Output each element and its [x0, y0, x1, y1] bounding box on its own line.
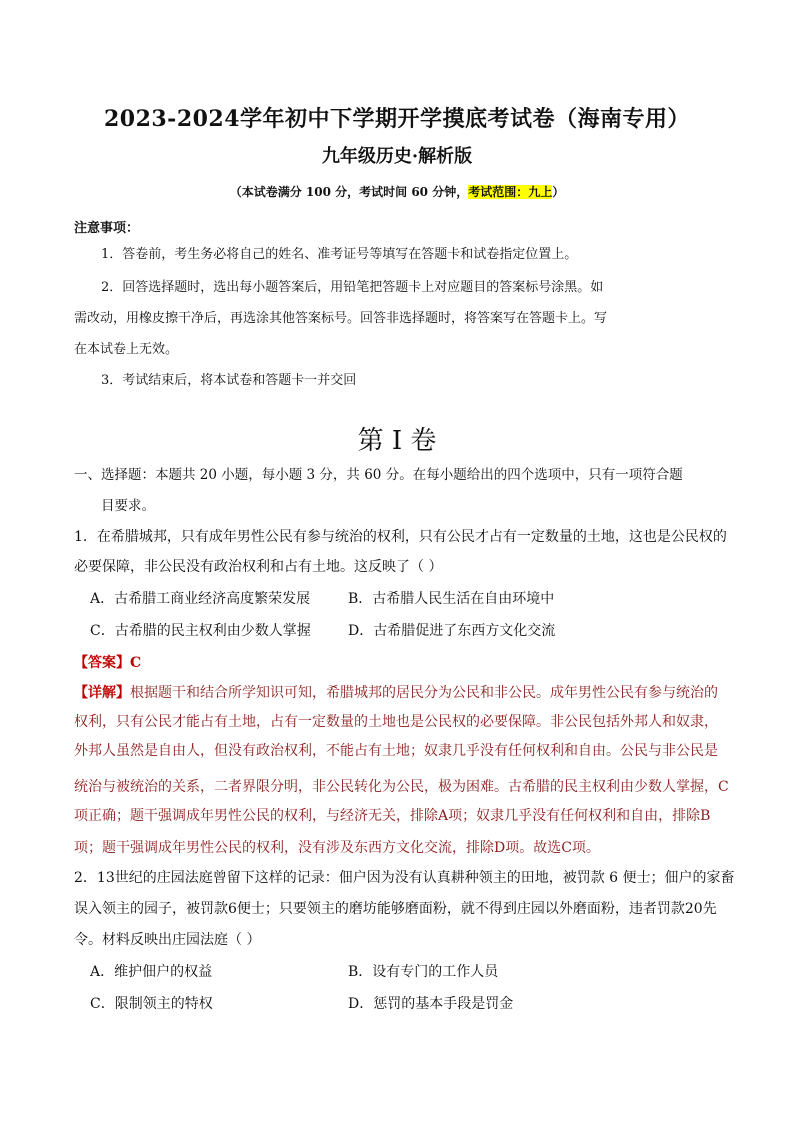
- question-2-option-a: A．维护佃户的权益: [90, 964, 213, 980]
- question-1-stem: 1．在希腊城邦，只有成年男性公民有参与统治的权利，只有公民才占有一定数量的土地，这也是公民权的: [74, 529, 727, 545]
- question-2-option-b: B．设有专门的工作人员: [348, 964, 499, 980]
- exam-subtitle: 九年级历史·解析版: [321, 146, 473, 167]
- question-1-option-a: A．古希腊工商业经济高度繁荣发展: [90, 591, 311, 607]
- exam-scope-highlight: 考试范围：九上: [468, 185, 553, 199]
- notice-item-continued: 在本试卷上无效。: [74, 342, 179, 357]
- question-2-stem: 2．13世纪的庄园法庭曾留下这样的记录：佃户因为没有认真耕种领主的田地，被罚款 6 便士；佃户的家畜: [74, 870, 735, 886]
- question-1-option-c: C．古希腊的民主权利由少数人掌握: [90, 623, 311, 639]
- explanation-line: 统治与被统治的关系，二者界限分明，非公民转化为公民，极为困难。古希腊的民主权利由少数人掌握，C: [74, 779, 729, 795]
- question-1-stem-cont: 必要保障，非公民没有政治权利和占有土地。这反映了（ ）: [74, 559, 443, 575]
- question-1-explanation: [74, 683, 718, 703]
- section-intro-cont: 目要求。: [101, 498, 155, 514]
- question-1-option-d: D．古希腊促进了东西方文化交流: [348, 623, 556, 639]
- exam-info-end: ）: [552, 185, 565, 199]
- question-2-stem-cont: 令。材料反映出庄园法庭（ ）: [74, 932, 261, 948]
- notice-item-continued: 需改动，用橡皮擦干净后，再选涂其他答案标号。回答非选择题时，将答案写在答题卡上。写: [74, 311, 608, 326]
- explanation-line: 根据题干和结合所学知识可知，希腊城邦的居民分为公民和非公民。成年男性公民有参与统治的: [130, 685, 718, 701]
- exam-info-text: （本试卷满分 100 分，考试时间 60 分钟，: [229, 185, 469, 199]
- notice-heading: 注意事项：: [74, 221, 140, 236]
- question-2-option-c: C．限制领主的特权: [90, 996, 213, 1012]
- question-2-stem-cont: 误入领主的园子，被罚款6便士；只要领主的磨坊能够磨面粉，就不得到庄园以外磨面粉，违者罚款20先: [74, 901, 717, 917]
- explanation-line: 外邦人虽然是自由人，但没有政治权利，不能占有土地；奴隶几乎没有任何权利和自由。公民与非公民是: [74, 743, 718, 759]
- explanation-line: 项；题干强调成年男性公民的权利，没有涉及东西方文化交流，排除D项。故选C项。: [74, 840, 600, 856]
- notice-item: 1．答卷前，考生务必将自己的姓名、准考证号等填写在答题卡和试卷指定位置上。: [101, 247, 578, 262]
- explanation-line: 权利，只有公民才能占有土地，占有一定数量的土地也是公民权的必要保障。非公民包括外邦人和奴隶，: [74, 714, 718, 730]
- question-2-option-d: D．惩罚的基本手段是罚金: [348, 996, 514, 1012]
- section-intro: 一、选择题：本题共 20 小题，每小题 3 分，共 60 分。在每小题给出的四个选项中，只有一项符合题: [74, 467, 683, 483]
- notice-item: 3．考试结束后，将本试卷和答题卡一并交回: [101, 373, 357, 388]
- exam-title: 2023-2024学年初中下学期开学摸底考试卷（海南专用）: [103, 106, 691, 132]
- question-1-option-b: B．古希腊人民生活在自由环境中: [348, 591, 555, 607]
- explanation-tag: 【详解】: [74, 685, 130, 701]
- section-title: 第 I 卷: [357, 426, 437, 456]
- exam-info-line: [0, 183, 794, 200]
- question-1-answer: 【答案】C: [74, 655, 142, 671]
- explanation-line: 项正确；题干强调成年男性公民的权利，与经济无关，排除A项；奴隶几乎没有任何权利和自由，排除B: [74, 808, 711, 824]
- notice-item: 2．回答选择题时，选出每小题答案后，用铅笔把答题卡上对应题目的答案标号涂黑。如: [101, 280, 604, 295]
